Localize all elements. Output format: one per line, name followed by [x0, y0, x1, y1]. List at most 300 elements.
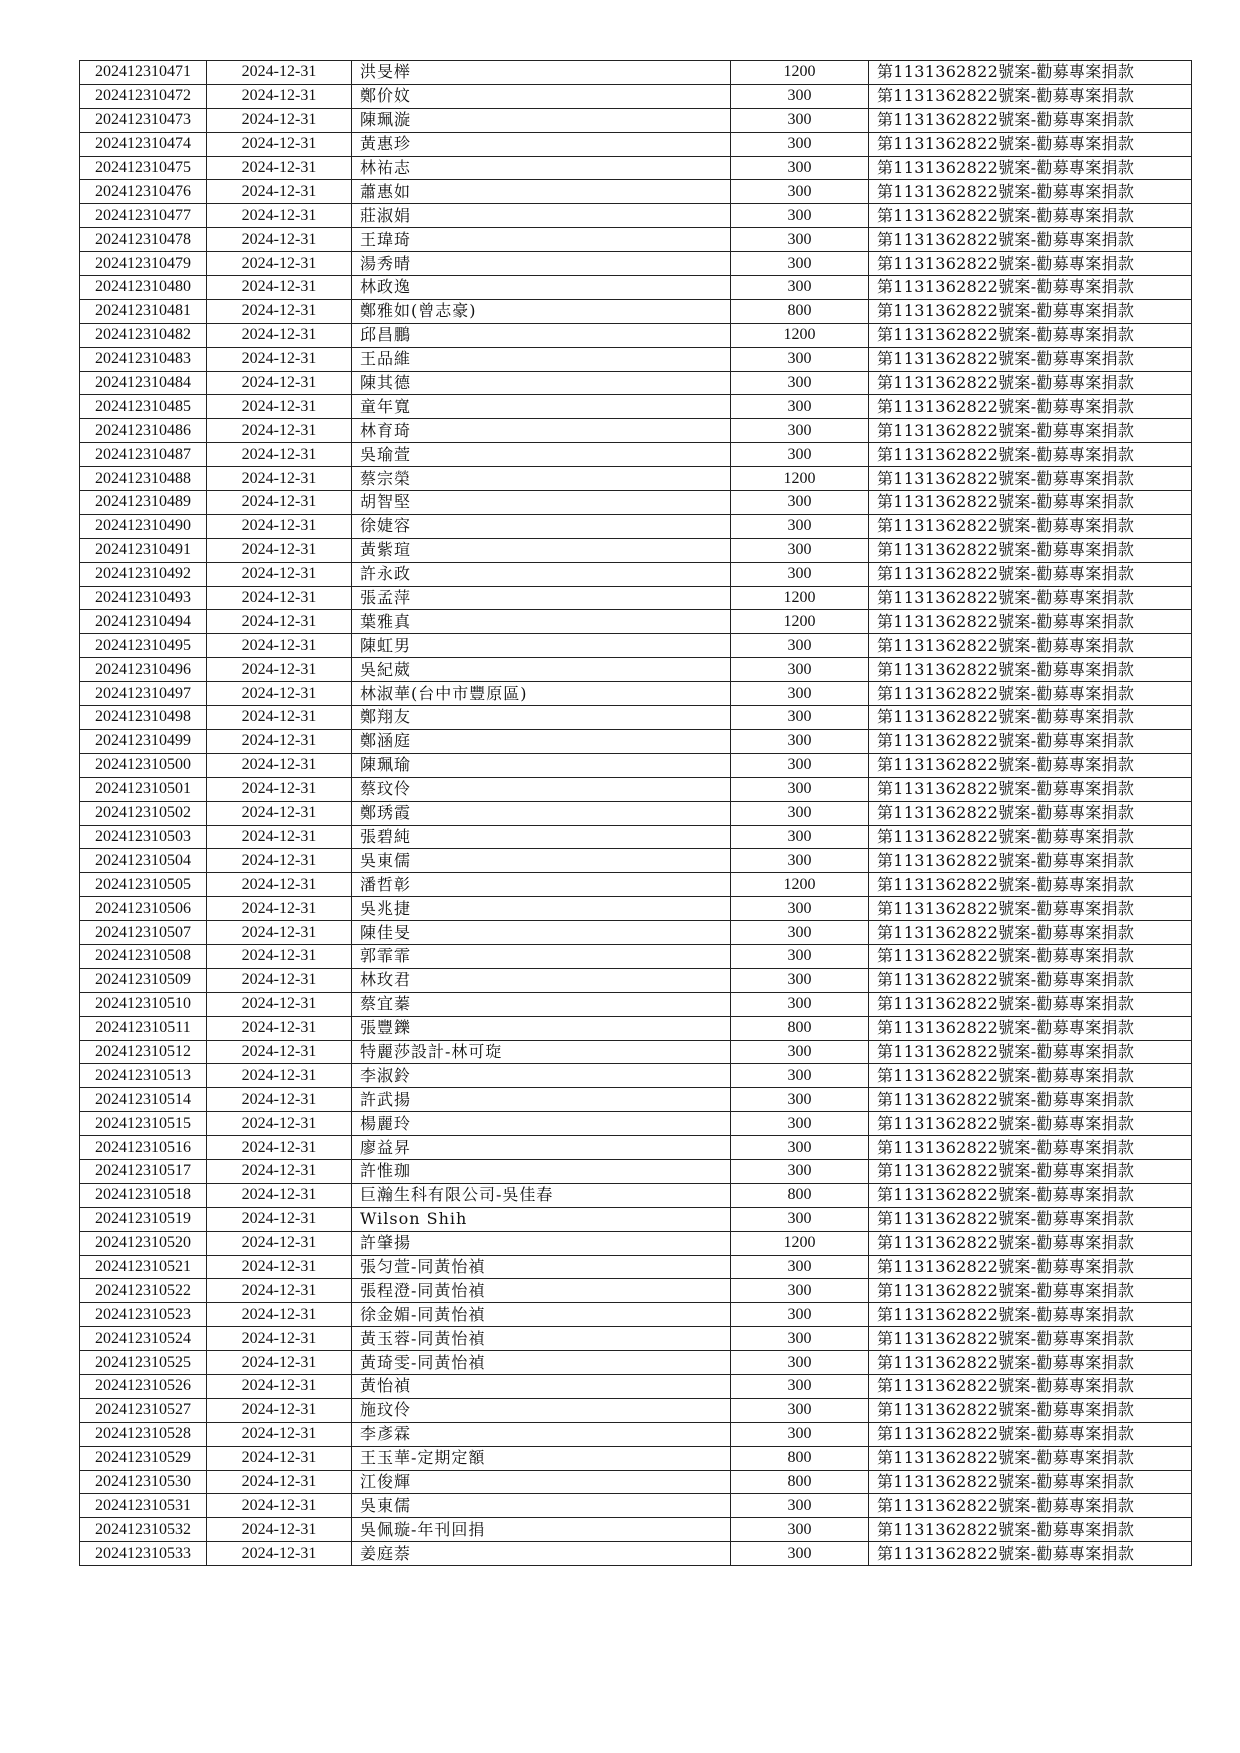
donor-name-cell: 廖益昇	[352, 1136, 731, 1160]
amount-cell: 300	[731, 825, 869, 849]
amount-cell: 300	[731, 1422, 869, 1446]
date-cell: 2024-12-31	[207, 897, 352, 921]
donor-name-cell: 張程澄-同黃怡禎	[352, 1279, 731, 1303]
purpose-note-cell: 第1131362822號案-勸募專案捐款	[869, 108, 1192, 132]
purpose-note-cell: 第1131362822號案-勸募專案捐款	[869, 1470, 1192, 1494]
receipt-number-cell: 202412310500	[80, 753, 207, 777]
amount-cell: 300	[731, 1112, 869, 1136]
receipt-number-cell: 202412310476	[80, 180, 207, 204]
date-cell: 2024-12-31	[207, 1279, 352, 1303]
date-cell: 2024-12-31	[207, 1112, 352, 1136]
amount-cell: 1200	[731, 467, 869, 491]
table-row	[80, 1159, 1192, 1183]
date-cell: 2024-12-31	[207, 1159, 352, 1183]
date-cell: 2024-12-31	[207, 706, 352, 730]
receipt-number-cell: 202412310517	[80, 1159, 207, 1183]
date-cell: 2024-12-31	[207, 1494, 352, 1518]
receipt-number-cell: 202412310515	[80, 1112, 207, 1136]
purpose-note-cell: 第1131362822號案-勸募專案捐款	[869, 1374, 1192, 1398]
purpose-note-cell: 第1131362822號案-勸募專案捐款	[869, 729, 1192, 753]
table-row	[80, 729, 1192, 753]
date-cell: 2024-12-31	[207, 276, 352, 300]
receipt-number-cell: 202412310487	[80, 443, 207, 467]
donor-name-cell: 郭霏霏	[352, 944, 731, 968]
donor-name-cell: 吳東儒	[352, 1494, 731, 1518]
receipt-number-cell: 202412310530	[80, 1470, 207, 1494]
amount-cell: 300	[731, 1303, 869, 1327]
donor-name-cell: 許永政	[352, 562, 731, 586]
date-cell: 2024-12-31	[207, 108, 352, 132]
table-row	[80, 921, 1192, 945]
amount-cell: 300	[731, 1351, 869, 1375]
amount-cell: 300	[731, 849, 869, 873]
date-cell: 2024-12-31	[207, 1327, 352, 1351]
receipt-number-cell: 202412310504	[80, 849, 207, 873]
donation-table	[79, 60, 1192, 1566]
purpose-note-cell: 第1131362822號案-勸募專案捐款	[869, 777, 1192, 801]
amount-cell: 300	[731, 1542, 869, 1566]
donor-name-cell: 陳佳旻	[352, 921, 731, 945]
amount-cell: 300	[731, 1279, 869, 1303]
donor-name-cell: 陳虹男	[352, 634, 731, 658]
receipt-number-cell: 202412310520	[80, 1231, 207, 1255]
table-row	[80, 1398, 1192, 1422]
receipt-number-cell: 202412310484	[80, 371, 207, 395]
donor-name-cell: 李淑鈴	[352, 1064, 731, 1088]
amount-cell: 300	[731, 252, 869, 276]
table-row	[80, 753, 1192, 777]
date-cell: 2024-12-31	[207, 968, 352, 992]
donor-name-cell: 湯秀晴	[352, 252, 731, 276]
purpose-note-cell: 第1131362822號案-勸募專案捐款	[869, 1159, 1192, 1183]
table-row	[80, 610, 1192, 634]
purpose-note-cell: 第1131362822號案-勸募專案捐款	[869, 801, 1192, 825]
amount-cell: 300	[731, 801, 869, 825]
donor-name-cell: 林育琦	[352, 419, 731, 443]
donor-name-cell: 徐金媚-同黃怡禎	[352, 1303, 731, 1327]
date-cell: 2024-12-31	[207, 729, 352, 753]
amount-cell: 1200	[731, 61, 869, 85]
table-row	[80, 992, 1192, 1016]
amount-cell: 300	[731, 777, 869, 801]
table-row	[80, 1422, 1192, 1446]
purpose-note-cell: 第1131362822號案-勸募專案捐款	[869, 252, 1192, 276]
amount-cell: 300	[731, 276, 869, 300]
donor-name-cell: 許肇揚	[352, 1231, 731, 1255]
amount-cell: 800	[731, 1446, 869, 1470]
purpose-note-cell: 第1131362822號案-勸募專案捐款	[869, 514, 1192, 538]
receipt-number-cell: 202412310494	[80, 610, 207, 634]
amount-cell: 300	[731, 992, 869, 1016]
amount-cell: 300	[731, 562, 869, 586]
purpose-note-cell: 第1131362822號案-勸募專案捐款	[869, 180, 1192, 204]
purpose-note-cell: 第1131362822號案-勸募專案捐款	[869, 873, 1192, 897]
date-cell: 2024-12-31	[207, 825, 352, 849]
table-row	[80, 156, 1192, 180]
receipt-number-cell: 202412310475	[80, 156, 207, 180]
table-row	[80, 1494, 1192, 1518]
date-cell: 2024-12-31	[207, 443, 352, 467]
date-cell: 2024-12-31	[207, 538, 352, 562]
table-row	[80, 1136, 1192, 1160]
amount-cell: 1200	[731, 1231, 869, 1255]
date-cell: 2024-12-31	[207, 1518, 352, 1542]
receipt-number-cell: 202412310511	[80, 1016, 207, 1040]
purpose-note-cell: 第1131362822號案-勸募專案捐款	[869, 84, 1192, 108]
receipt-number-cell: 202412310519	[80, 1207, 207, 1231]
receipt-number-cell: 202412310526	[80, 1374, 207, 1398]
table-row	[80, 1446, 1192, 1470]
amount-cell: 300	[731, 706, 869, 730]
donor-name-cell: 鄭价妏	[352, 84, 731, 108]
purpose-note-cell: 第1131362822號案-勸募專案捐款	[869, 1040, 1192, 1064]
purpose-note-cell: 第1131362822號案-勸募專案捐款	[869, 825, 1192, 849]
purpose-note-cell: 第1131362822號案-勸募專案捐款	[869, 897, 1192, 921]
donor-name-cell: 潘哲彰	[352, 873, 731, 897]
receipt-number-cell: 202412310498	[80, 706, 207, 730]
table-row	[80, 491, 1192, 515]
amount-cell: 800	[731, 1016, 869, 1040]
table-row	[80, 1183, 1192, 1207]
donor-name-cell: 張碧純	[352, 825, 731, 849]
receipt-number-cell: 202412310496	[80, 658, 207, 682]
table-row	[80, 61, 1192, 85]
purpose-note-cell: 第1131362822號案-勸募專案捐款	[869, 323, 1192, 347]
table-row	[80, 299, 1192, 323]
receipt-number-cell: 202412310513	[80, 1064, 207, 1088]
donation-table-body	[80, 61, 1192, 1566]
purpose-note-cell: 第1131362822號案-勸募專案捐款	[869, 849, 1192, 873]
table-row	[80, 1351, 1192, 1375]
table-row	[80, 1016, 1192, 1040]
amount-cell: 300	[731, 1207, 869, 1231]
amount-cell: 1200	[731, 873, 869, 897]
receipt-number-cell: 202412310508	[80, 944, 207, 968]
amount-cell: 300	[731, 1374, 869, 1398]
date-cell: 2024-12-31	[207, 84, 352, 108]
purpose-note-cell: 第1131362822號案-勸募專案捐款	[869, 1231, 1192, 1255]
date-cell: 2024-12-31	[207, 514, 352, 538]
table-row	[80, 1040, 1192, 1064]
receipt-number-cell: 202412310524	[80, 1327, 207, 1351]
table-row	[80, 562, 1192, 586]
donor-name-cell: 吳紀葳	[352, 658, 731, 682]
receipt-number-cell: 202412310502	[80, 801, 207, 825]
table-row	[80, 84, 1192, 108]
date-cell: 2024-12-31	[207, 992, 352, 1016]
table-row	[80, 1231, 1192, 1255]
amount-cell: 300	[731, 1398, 869, 1422]
table-row	[80, 777, 1192, 801]
date-cell: 2024-12-31	[207, 658, 352, 682]
table-row	[80, 347, 1192, 371]
table-row	[80, 252, 1192, 276]
table-row	[80, 180, 1192, 204]
table-row	[80, 1542, 1192, 1566]
date-cell: 2024-12-31	[207, 944, 352, 968]
date-cell: 2024-12-31	[207, 204, 352, 228]
table-row	[80, 634, 1192, 658]
purpose-note-cell: 第1131362822號案-勸募專案捐款	[869, 1542, 1192, 1566]
donor-name-cell: 胡智堅	[352, 491, 731, 515]
date-cell: 2024-12-31	[207, 777, 352, 801]
receipt-number-cell: 202412310514	[80, 1088, 207, 1112]
purpose-note-cell: 第1131362822號案-勸募專案捐款	[869, 491, 1192, 515]
table-row	[80, 586, 1192, 610]
receipt-number-cell: 202412310512	[80, 1040, 207, 1064]
amount-cell: 300	[731, 347, 869, 371]
receipt-number-cell: 202412310482	[80, 323, 207, 347]
purpose-note-cell: 第1131362822號案-勸募專案捐款	[869, 1136, 1192, 1160]
donor-name-cell: 蔡玟伶	[352, 777, 731, 801]
date-cell: 2024-12-31	[207, 1255, 352, 1279]
amount-cell: 800	[731, 1183, 869, 1207]
donor-name-cell: 王瑋琦	[352, 228, 731, 252]
amount-cell: 800	[731, 299, 869, 323]
purpose-note-cell: 第1131362822號案-勸募專案捐款	[869, 968, 1192, 992]
table-row	[80, 849, 1192, 873]
table-row	[80, 1327, 1192, 1351]
purpose-note-cell: 第1131362822號案-勸募專案捐款	[869, 1088, 1192, 1112]
amount-cell: 300	[731, 156, 869, 180]
donor-name-cell: 陳其德	[352, 371, 731, 395]
donor-name-cell: 施玟伶	[352, 1398, 731, 1422]
receipt-number-cell: 202412310516	[80, 1136, 207, 1160]
date-cell: 2024-12-31	[207, 395, 352, 419]
donor-name-cell: 鄭琇霞	[352, 801, 731, 825]
receipt-number-cell: 202412310510	[80, 992, 207, 1016]
table-row	[80, 204, 1192, 228]
date-cell: 2024-12-31	[207, 682, 352, 706]
donor-name-cell: 吳東儒	[352, 849, 731, 873]
purpose-note-cell: 第1131362822號案-勸募專案捐款	[869, 1327, 1192, 1351]
donor-name-cell: 洪旻榉	[352, 61, 731, 85]
amount-cell: 300	[731, 729, 869, 753]
donor-name-cell: 楊麗玲	[352, 1112, 731, 1136]
table-row	[80, 968, 1192, 992]
donor-name-cell: 江俊輝	[352, 1470, 731, 1494]
table-row	[80, 897, 1192, 921]
receipt-number-cell: 202412310488	[80, 467, 207, 491]
receipt-number-cell: 202412310501	[80, 777, 207, 801]
receipt-number-cell: 202412310522	[80, 1279, 207, 1303]
amount-cell: 300	[731, 1327, 869, 1351]
purpose-note-cell: 第1131362822號案-勸募專案捐款	[869, 610, 1192, 634]
table-row	[80, 1207, 1192, 1231]
amount-cell: 300	[731, 180, 869, 204]
receipt-number-cell: 202412310471	[80, 61, 207, 85]
table-row	[80, 658, 1192, 682]
date-cell: 2024-12-31	[207, 132, 352, 156]
date-cell: 2024-12-31	[207, 1542, 352, 1566]
receipt-number-cell: 202412310485	[80, 395, 207, 419]
purpose-note-cell: 第1131362822號案-勸募專案捐款	[869, 921, 1192, 945]
date-cell: 2024-12-31	[207, 180, 352, 204]
donor-name-cell: 黃琦雯-同黃怡禎	[352, 1351, 731, 1375]
purpose-note-cell: 第1131362822號案-勸募專案捐款	[869, 1303, 1192, 1327]
table-row	[80, 276, 1192, 300]
receipt-number-cell: 202412310509	[80, 968, 207, 992]
table-row	[80, 1088, 1192, 1112]
purpose-note-cell: 第1131362822號案-勸募專案捐款	[869, 156, 1192, 180]
date-cell: 2024-12-31	[207, 1351, 352, 1375]
amount-cell: 300	[731, 395, 869, 419]
receipt-number-cell: 202412310490	[80, 514, 207, 538]
table-row	[80, 706, 1192, 730]
donor-name-cell: 邱昌鵬	[352, 323, 731, 347]
donor-name-cell: 許武揚	[352, 1088, 731, 1112]
purpose-note-cell: 第1131362822號案-勸募專案捐款	[869, 562, 1192, 586]
table-row	[80, 1470, 1192, 1494]
purpose-note-cell: 第1131362822號案-勸募專案捐款	[869, 467, 1192, 491]
date-cell: 2024-12-31	[207, 299, 352, 323]
table-row	[80, 873, 1192, 897]
date-cell: 2024-12-31	[207, 371, 352, 395]
donor-name-cell: 姜庭萘	[352, 1542, 731, 1566]
amount-cell: 300	[731, 1088, 869, 1112]
amount-cell: 300	[731, 132, 869, 156]
amount-cell: 300	[731, 204, 869, 228]
purpose-note-cell: 第1131362822號案-勸募專案捐款	[869, 347, 1192, 371]
donor-name-cell: 蔡宗榮	[352, 467, 731, 491]
date-cell: 2024-12-31	[207, 228, 352, 252]
amount-cell: 300	[731, 658, 869, 682]
amount-cell: 300	[731, 491, 869, 515]
donor-name-cell: 葉雅真	[352, 610, 731, 634]
date-cell: 2024-12-31	[207, 1422, 352, 1446]
donor-name-cell: 林玫君	[352, 968, 731, 992]
receipt-number-cell: 202412310497	[80, 682, 207, 706]
receipt-number-cell: 202412310473	[80, 108, 207, 132]
table-row	[80, 801, 1192, 825]
donor-name-cell: 林政逸	[352, 276, 731, 300]
purpose-note-cell: 第1131362822號案-勸募專案捐款	[869, 682, 1192, 706]
date-cell: 2024-12-31	[207, 1207, 352, 1231]
amount-cell: 1200	[731, 323, 869, 347]
table-row	[80, 1374, 1192, 1398]
receipt-number-cell: 202412310505	[80, 873, 207, 897]
amount-cell: 300	[731, 514, 869, 538]
purpose-note-cell: 第1131362822號案-勸募專案捐款	[869, 753, 1192, 777]
purpose-note-cell: 第1131362822號案-勸募專案捐款	[869, 944, 1192, 968]
table-row	[80, 132, 1192, 156]
table-row	[80, 371, 1192, 395]
donor-name-cell: 巨瀚生科有限公司-吳佳春	[352, 1183, 731, 1207]
donor-name-cell: 李彥霖	[352, 1422, 731, 1446]
donor-name-cell: 張豐鑠	[352, 1016, 731, 1040]
donor-name-cell: 黃玉蓉-同黃怡禎	[352, 1327, 731, 1351]
donor-name-cell: 王玉華-定期定額	[352, 1446, 731, 1470]
table-row	[80, 1255, 1192, 1279]
date-cell: 2024-12-31	[207, 1446, 352, 1470]
receipt-number-cell: 202412310481	[80, 299, 207, 323]
table-row	[80, 514, 1192, 538]
purpose-note-cell: 第1131362822號案-勸募專案捐款	[869, 538, 1192, 562]
donor-name-cell: 林祐志	[352, 156, 731, 180]
amount-cell: 300	[731, 1136, 869, 1160]
amount-cell: 300	[731, 371, 869, 395]
purpose-note-cell: 第1131362822號案-勸募專案捐款	[869, 228, 1192, 252]
purpose-note-cell: 第1131362822號案-勸募專案捐款	[869, 204, 1192, 228]
purpose-note-cell: 第1131362822號案-勸募專案捐款	[869, 1064, 1192, 1088]
table-row	[80, 538, 1192, 562]
purpose-note-cell: 第1131362822號案-勸募專案捐款	[869, 1494, 1192, 1518]
donor-name-cell: 鄭翔友	[352, 706, 731, 730]
receipt-number-cell: 202412310531	[80, 1494, 207, 1518]
amount-cell: 300	[731, 1494, 869, 1518]
date-cell: 2024-12-31	[207, 61, 352, 85]
donor-name-cell: 吳佩璇-年刊回捐	[352, 1518, 731, 1542]
amount-cell: 300	[731, 1255, 869, 1279]
amount-cell: 1200	[731, 610, 869, 634]
purpose-note-cell: 第1131362822號案-勸募專案捐款	[869, 299, 1192, 323]
purpose-note-cell: 第1131362822號案-勸募專案捐款	[869, 1518, 1192, 1542]
receipt-number-cell: 202412310518	[80, 1183, 207, 1207]
receipt-number-cell: 202412310486	[80, 419, 207, 443]
date-cell: 2024-12-31	[207, 1231, 352, 1255]
receipt-number-cell: 202412310479	[80, 252, 207, 276]
table-row	[80, 395, 1192, 419]
date-cell: 2024-12-31	[207, 873, 352, 897]
donor-name-cell: 蔡宜蓁	[352, 992, 731, 1016]
receipt-number-cell: 202412310503	[80, 825, 207, 849]
date-cell: 2024-12-31	[207, 634, 352, 658]
amount-cell: 300	[731, 1159, 869, 1183]
purpose-note-cell: 第1131362822號案-勸募專案捐款	[869, 395, 1192, 419]
donor-name-cell: 吳瑜萱	[352, 443, 731, 467]
amount-cell: 300	[731, 1064, 869, 1088]
date-cell: 2024-12-31	[207, 921, 352, 945]
table-row	[80, 825, 1192, 849]
amount-cell: 300	[731, 753, 869, 777]
table-row	[80, 228, 1192, 252]
purpose-note-cell: 第1131362822號案-勸募專案捐款	[869, 443, 1192, 467]
purpose-note-cell: 第1131362822號案-勸募專案捐款	[869, 1207, 1192, 1231]
donor-name-cell: 陳珮瑜	[352, 753, 731, 777]
table-row	[80, 419, 1192, 443]
receipt-number-cell: 202412310507	[80, 921, 207, 945]
receipt-number-cell: 202412310480	[80, 276, 207, 300]
purpose-note-cell: 第1131362822號案-勸募專案捐款	[869, 658, 1192, 682]
donor-name-cell: Wilson Shih	[352, 1207, 731, 1231]
receipt-number-cell: 202412310506	[80, 897, 207, 921]
receipt-number-cell: 202412310528	[80, 1422, 207, 1446]
purpose-note-cell: 第1131362822號案-勸募專案捐款	[869, 634, 1192, 658]
receipt-number-cell: 202412310523	[80, 1303, 207, 1327]
donor-name-cell: 特麗莎設計-林可琁	[352, 1040, 731, 1064]
receipt-number-cell: 202412310521	[80, 1255, 207, 1279]
receipt-number-cell: 202412310525	[80, 1351, 207, 1375]
donor-name-cell: 林淑華(台中市豐原區)	[352, 682, 731, 706]
purpose-note-cell: 第1131362822號案-勸募專案捐款	[869, 992, 1192, 1016]
amount-cell: 300	[731, 84, 869, 108]
receipt-number-cell: 202412310478	[80, 228, 207, 252]
date-cell: 2024-12-31	[207, 753, 352, 777]
date-cell: 2024-12-31	[207, 610, 352, 634]
donor-name-cell: 王品維	[352, 347, 731, 371]
donor-name-cell: 吳兆捷	[352, 897, 731, 921]
date-cell: 2024-12-31	[207, 1303, 352, 1327]
date-cell: 2024-12-31	[207, 1088, 352, 1112]
purpose-note-cell: 第1131362822號案-勸募專案捐款	[869, 1112, 1192, 1136]
date-cell: 2024-12-31	[207, 252, 352, 276]
table-row	[80, 1279, 1192, 1303]
date-cell: 2024-12-31	[207, 1183, 352, 1207]
date-cell: 2024-12-31	[207, 801, 352, 825]
receipt-number-cell: 202412310477	[80, 204, 207, 228]
purpose-note-cell: 第1131362822號案-勸募專案捐款	[869, 1422, 1192, 1446]
receipt-number-cell: 202412310491	[80, 538, 207, 562]
